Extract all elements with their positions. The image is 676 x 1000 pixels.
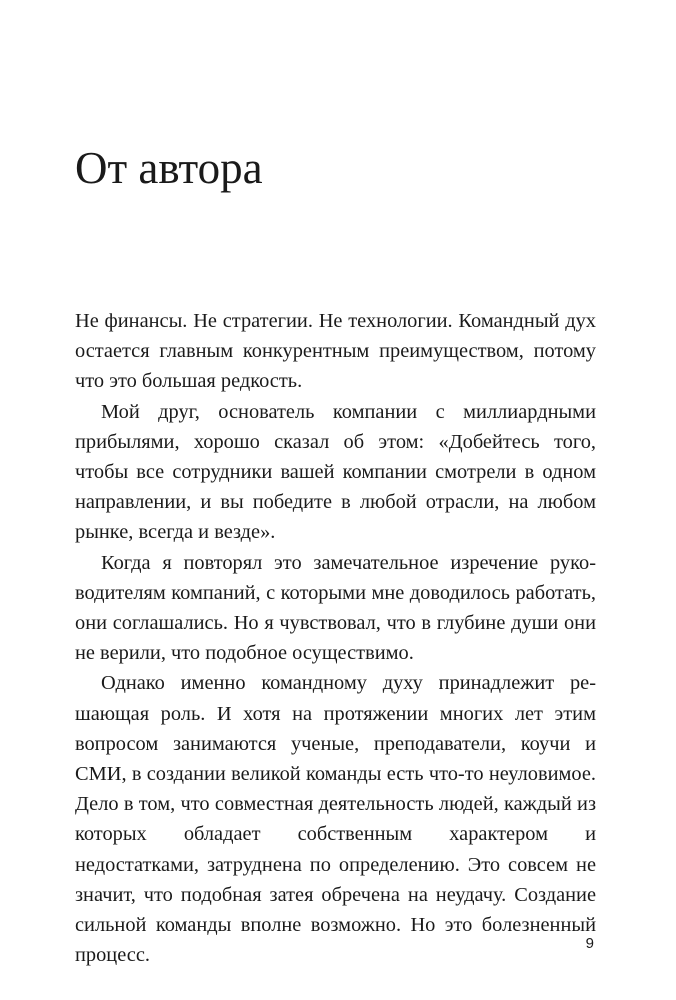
paragraph-2: Мой друг, основатель компании с миллиардными прибылями, хорошо сказал об этом: «Добейтесь того, чтобы все сотрудники вашей компании смотрели в одном направлении, и вы победите в любой отрасли, на любом рынке, всегда и везде».: [75, 400, 596, 544]
paragraph-1: Не финансы. Не стратегии. Не технологии. Командный дух остается главным конкурентным преимуществом, потому что это большая редкость.: [75, 310, 596, 393]
chapter-title: От автора: [75, 143, 263, 193]
paragraph-4: Однако именно командному духу принадлежит решающая роль. И хотя на протяжении многих лет этим вопросом занимаются ученые, преподаватели, коучи и СМИ, в создании великой команды есть что-то неуловимое. Дело в том, что совместная деятельность людей, каждый из которых обладает собственным характером и недостатками, затруднена по определению. Это совсем не значит, что подобная затея обречена на неудачу. Создание сильной команды вполне возможно. Но это болезненный процесс.: [75, 672, 596, 967]
paragraph-3: Когда я повторял это замечательное изречение руководителям компаний, с которыми мне доводилось работать, они соглашались. Но я чувствовал, что в глубине души они не верили, что подобное осуществимо.: [75, 551, 596, 665]
body-text: [75, 306, 596, 970]
page-number: 9: [585, 935, 594, 952]
